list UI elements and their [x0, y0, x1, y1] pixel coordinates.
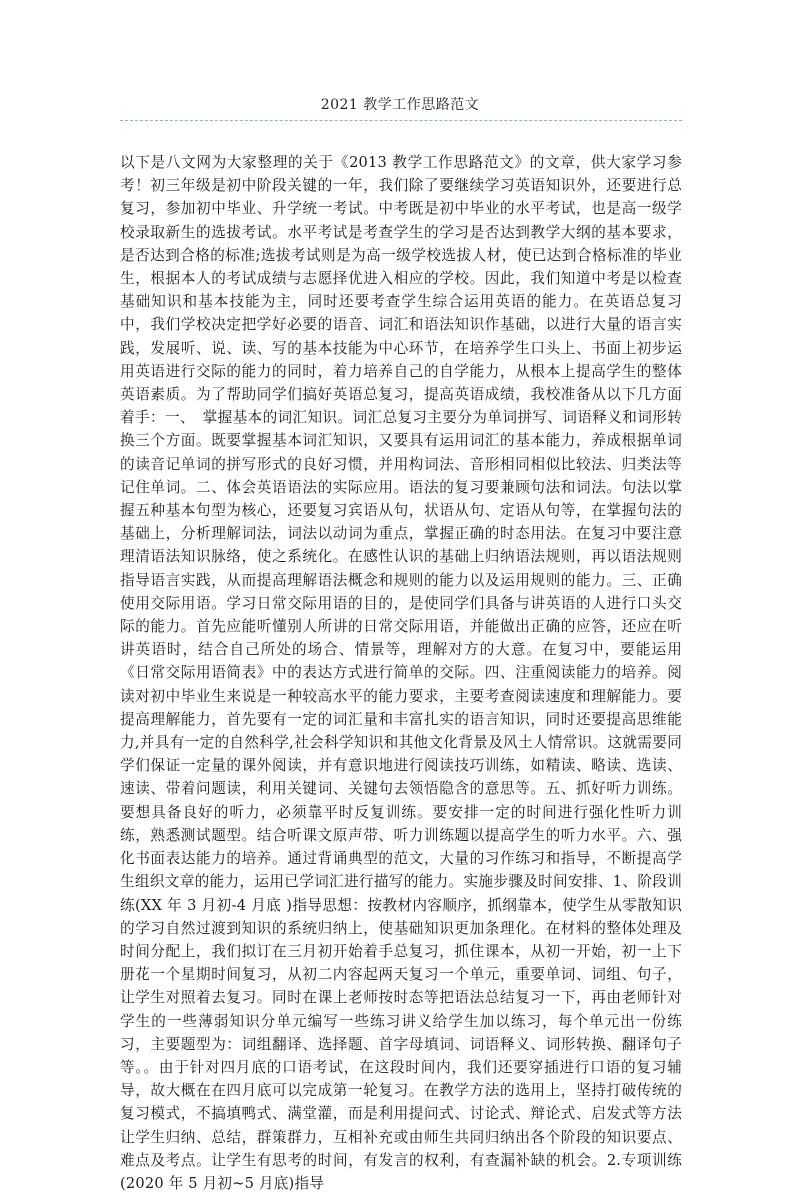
- document-title: 2021 教学工作思路范文: [320, 97, 480, 113]
- document-body-text: 以下是八文网为大家整理的关于《2013 教学工作思路范文》的文章，供大家学习参考！初三年级是初中阶段关键的一年，我们除了要继续学习英语知识外，还要进行总复习，参加初中毕业、升学统一考试。中考既是初中毕业的水平考试，也是高一级学校录取新生的选拔考试。水平考试是考查学生的学习是否达到教学大纲的基本要求，是否达到合格的标准;选拔考试则是为高一级学校选拔人材，使已达到合格标准的毕业生，根据本人的考试成绩与志愿择优进入相应的学校。因此，我们知道中考是以检查基础知识和基本技能为主，同时还要考查学生综合运用英语的能力。在英语总复习中，我们学校决定把学好必要的语音、词汇和语法知识作基础，以进行大量的语言实践，发展听、说、读、写的基本技能为中心环节，在培养学生口头上、书面上初步运用英语进行交际的能力的同时，着力培养自己的自学能力，从根本上提高学生的整体英语素质。为了帮助同学们搞好英语总复习，提高英语成绩，我校准备从以下几方面着手：一、 掌握基本的词汇知识。词汇总复习主要分为单词拼写、词语释义和词形转换三个方面。既要掌握基本词汇知识，又要具有运用词汇的基本能力，养成根据单词的读音记单词的拼写形式的良好习惯，并用构词法、音形相同相似比较法、归类法等记住单词。二、体会英语语法的实际应用。语法的复习要兼顾句法和词法。句法以掌握五种基本句型为核心，还要复习宾语从句，状语从句、定语从句等，在掌握句法的基础上，分析理解词法，词法以动词为重点，掌握正确的时态用法。在复习中要注意理清语法知识脉络，使之系统化。在感性认识的基础上归纳语法规则，再以语法规则指导语言实践，从而提高理解语法概念和规则的能力以及运用规则的能力。三、正确使用交际用语。学习日常交际用语的目的，是使同学们具备与讲英语的人进行口头交际的能力。首先应能听懂别人所讲的日常交际用语，并能做出正确的应答，还应在听讲英语时，结合自己所处的场合、情景等，理解对方的大意。在复习中，要能运用《日常交际用语简表》中的表达方式进行简单的交际。四、注重阅读能力的培养。阅读对初中毕业生来说是一种较高水平的能力要求，主要考查阅读速度和理解能力。要提高理解能力，首先要有一定的词汇量和丰富扎实的语言知识，同时还要提高思维能力,并具有一定的自然科学,社会科学知识和其他文化背景及风土人情常识。这就需要同学们保证一定量的课外阅读，并有意识地进行阅读技巧训练，如精读、略读、选读、速读、带着问题读，利用关键词、关键句去领悟隐含的意思等。五、抓好听力训练。要想具备良好的听力，必须靠平时反复训练。要安排一定的时间进行强化性听力训练，熟悉测试题型。结合听课文原声带、听力训练题以提高学生的听力水平。六、强化书面表达能力的培养。通过背诵典型的范文，大量的习作练习和指导，不断提高学生组织文章的能力，运用已学词汇进行描写的能力。实施步骤及时间安排、1、阶段训练(XX 年 3 月初-4 月底 )指导思想：按教材内容顺序，抓纲靠本，使学生从零散知识的学习自然过渡到知识的系统归纳上，使基础知识更加条理化。在材料的整体处理及时间分配上，我们拟订在三月初开始着手总复习，抓住课本，从初一开始，初一上下册花一个星期时间复习，从初二内容起两天复习一个单元，重要单词、词组、句子，让学生对照着去复习。同时在课上老师按时态等把语法总结复习一下，再由老师针对学生的一些薄弱知识分单元编写一些练习讲义给学生加以练习，每个单元出一份练习，主要题型为：词组翻译、选择题、首字母填词、词语释义、词形转换、翻译句子等。。由于针对四月底的口语考试，在这段时间内，我们还要穿插进行口语的复习辅导，故大概在在四月底可以完成第一轮复习。在教学方法的选用上，坚持打破传统的复习模式，不搞填鸭式、满堂灌，而是利用提问式、讨论式、辩论式、启发式等方法让学生归纳、总结，群策群力，互相补充或由师生共同归纳出各个阶段的知识要点、难点及考点。让学生有思考的时间，有发言的权利，有查漏补缺的机会。2.专项训练(2020 年 5 月初~5 月底)指导: [120, 154, 682, 1192]
- title-divider: [120, 120, 682, 121]
